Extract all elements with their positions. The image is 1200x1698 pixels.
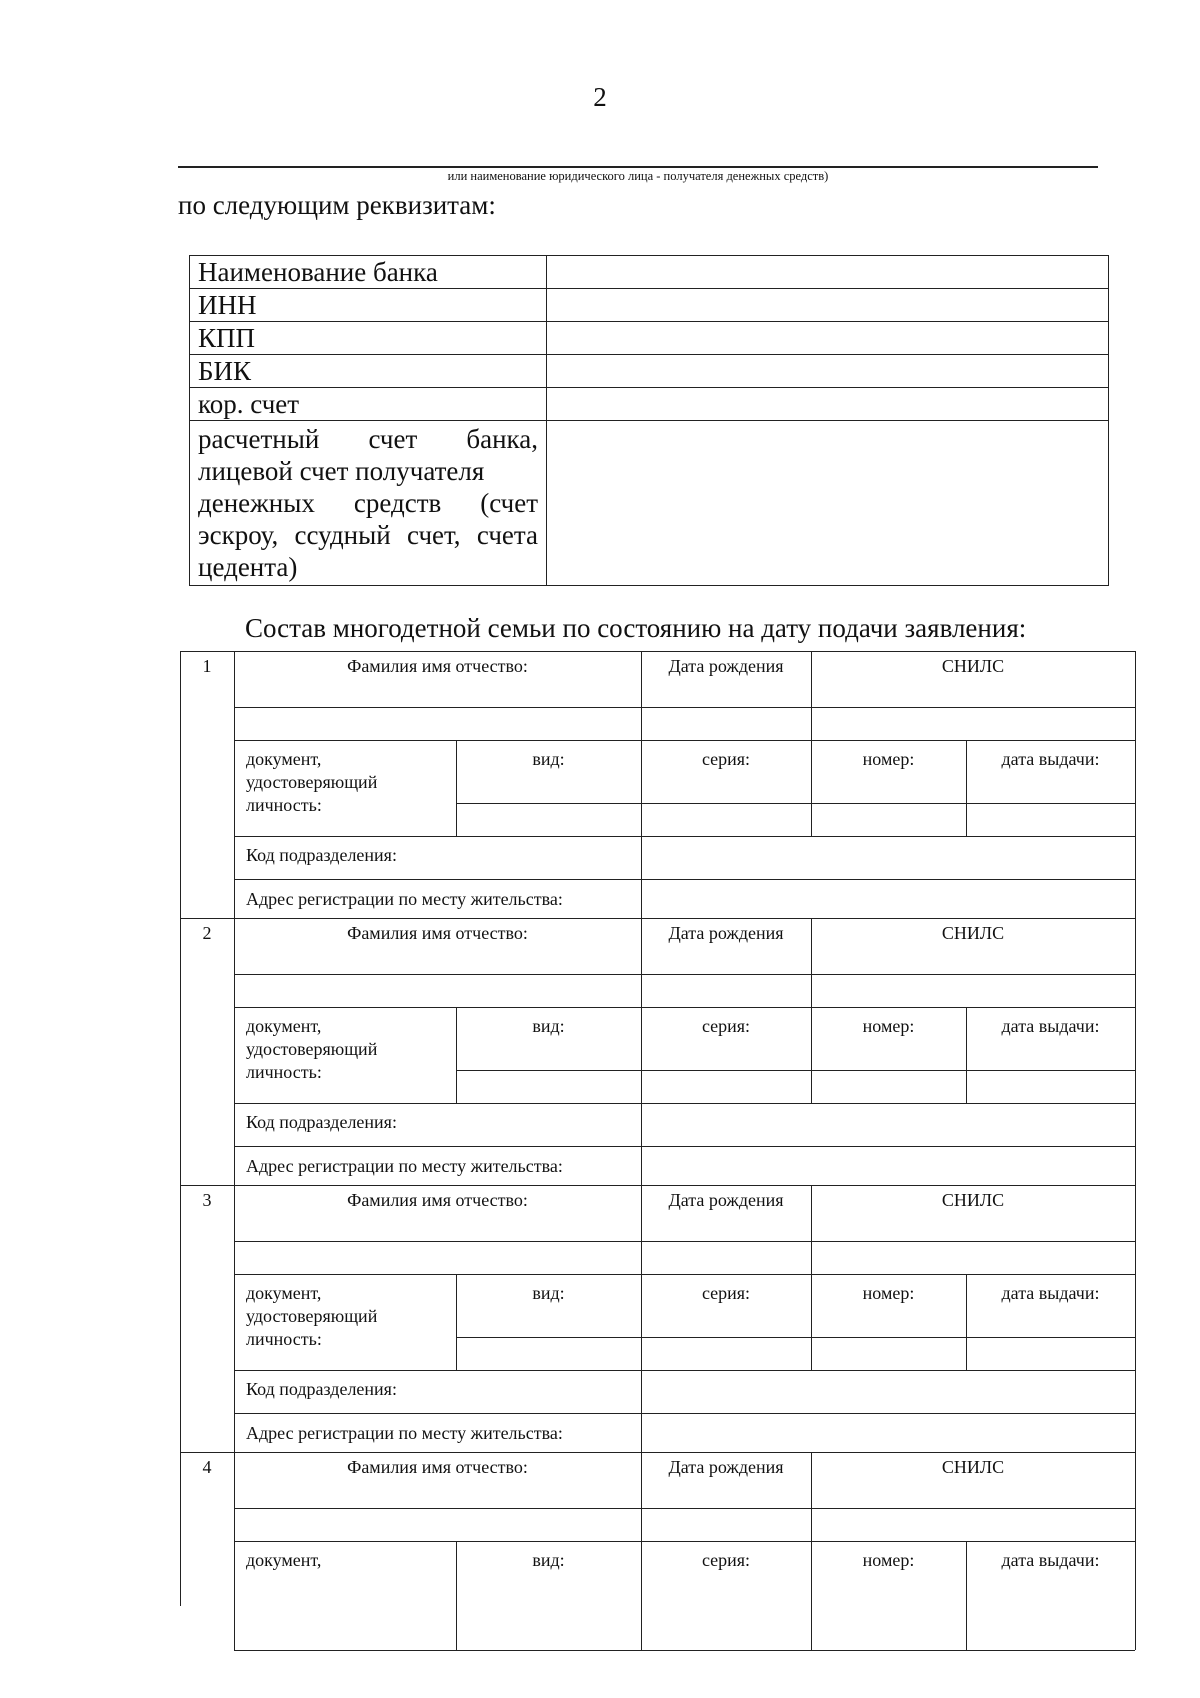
- member-1-right-border: [1135, 651, 1136, 918]
- member-number: 2: [202, 923, 212, 943]
- document-label-line-1: документ,: [246, 1550, 322, 1570]
- document-label-line-3: личность:: [246, 1329, 322, 1349]
- snils-label: СНИЛС: [941, 1457, 1005, 1477]
- member-2-number-divider: [234, 918, 235, 1185]
- issue-date-label: дата выдачи:: [1001, 749, 1100, 769]
- document-value-line: [456, 1070, 1135, 1071]
- bank-label-bik: БИК: [190, 355, 547, 388]
- fio-label: Фамилия имя отчество:: [347, 656, 528, 676]
- document-row-top: [234, 1541, 1135, 1542]
- division-code-label: Код подразделения:: [246, 1112, 397, 1132]
- bank-value-bik[interactable]: [547, 355, 1109, 388]
- member-4-top-border: [180, 1452, 1135, 1453]
- bank-label-kpp: КПП: [190, 322, 547, 355]
- intro-text: по следующим реквизитам:: [178, 190, 496, 220]
- document-label-line-2: удостоверяющий: [246, 1039, 378, 1059]
- address-row-top: [234, 1146, 1135, 1147]
- series-label: серия:: [701, 1016, 751, 1036]
- snils-label: СНИЛС: [941, 656, 1005, 676]
- member-number: 1: [202, 656, 212, 676]
- address-row-top: [234, 879, 1135, 880]
- series-label: серия:: [701, 1283, 751, 1303]
- issue-date-label: дата выдачи:: [1001, 1550, 1100, 1570]
- snils-label: СНИЛС: [941, 1190, 1005, 1210]
- bank-label-settlement-account: [190, 421, 547, 586]
- bank-value-inn[interactable]: [547, 289, 1109, 322]
- bank-label-corr-account: кор. счет: [190, 388, 547, 421]
- member-3-top-border: [180, 1185, 1135, 1186]
- birth-date-label: Дата рождения: [668, 656, 784, 676]
- document-label-line-2: удостоверяющий: [246, 1306, 378, 1326]
- account-line-3: денежных средств (счет: [198, 488, 538, 518]
- doc-type-label: вид:: [532, 1550, 565, 1570]
- document-row-top: [234, 740, 1135, 741]
- division-code-divider: [641, 1370, 642, 1452]
- division-code-divider: [641, 1103, 642, 1185]
- document-label-line-3: личность:: [246, 795, 322, 815]
- division-code-row-top: [234, 836, 1135, 837]
- document-label-line-1: документ,: [246, 1283, 322, 1303]
- bank-value-name[interactable]: [547, 256, 1109, 289]
- birth-date-label: Дата рождения: [668, 1457, 784, 1477]
- bank-row-name: [190, 256, 1109, 289]
- fio-value-line: [234, 1508, 1135, 1509]
- member-4-bottom-border: [234, 1650, 1135, 1651]
- member-3-left-border: [180, 1185, 181, 1452]
- doc-type-label: вид:: [532, 1016, 565, 1036]
- series-label: серия:: [701, 1550, 751, 1570]
- member-4-right-border: [1135, 1452, 1136, 1650]
- member-4-number-divider: [234, 1452, 235, 1650]
- account-line-4: эскроу, ссудный счет, счета: [198, 520, 538, 550]
- recipient-name-line: [178, 166, 1098, 168]
- address-label: Адрес регистрации по месту жительства:: [246, 889, 563, 909]
- bank-row-corr-account: [190, 388, 1109, 421]
- document-label-line-2: удостоверяющий: [246, 772, 378, 792]
- fio-value-line: [234, 1241, 1135, 1242]
- bank-value-kpp[interactable]: [547, 322, 1109, 355]
- snils-label: СНИЛС: [941, 923, 1005, 943]
- account-line-5: цедента): [198, 552, 298, 582]
- member-3-number-divider: [234, 1185, 235, 1452]
- member-1-top-border: [180, 651, 1135, 652]
- number-label: номер:: [862, 749, 915, 769]
- number-label: номер:: [862, 1016, 915, 1036]
- number-label: номер:: [862, 1550, 915, 1570]
- division-code-divider: [641, 836, 642, 918]
- document-value-line: [456, 803, 1135, 804]
- doc-type-label: вид:: [532, 1283, 565, 1303]
- document-label-line-1: документ,: [246, 749, 322, 769]
- fio-label: Фамилия имя отчество:: [347, 1457, 528, 1477]
- bank-row-bik: [190, 355, 1109, 388]
- document-value-line: [456, 1337, 1135, 1338]
- address-row-top: [234, 1413, 1135, 1414]
- member-2-left-border: [180, 918, 181, 1185]
- division-code-row-top: [234, 1103, 1135, 1104]
- page-number: 2: [593, 82, 607, 112]
- bank-value-settlement-account[interactable]: [547, 421, 1109, 586]
- number-label: номер:: [862, 1283, 915, 1303]
- fio-value-line: [234, 974, 1135, 975]
- fio-label: Фамилия имя отчество:: [347, 923, 528, 943]
- fio-label: Фамилия имя отчество:: [347, 1190, 528, 1210]
- birth-date-label: Дата рождения: [668, 923, 784, 943]
- division-code-row-top: [234, 1370, 1135, 1371]
- bank-row-kpp: [190, 322, 1109, 355]
- member-number: 3: [202, 1190, 212, 1210]
- member-number: 4: [202, 1457, 212, 1477]
- account-line-2: лицевой счет получателя: [198, 456, 485, 486]
- member-2-top-border: [180, 918, 1135, 919]
- family-composition-title: Состав многодетной семьи по состоянию на дату подачи заявления:: [245, 613, 1027, 643]
- issue-date-label: дата выдачи:: [1001, 1016, 1100, 1036]
- bank-row-settlement-account: [190, 421, 1109, 586]
- bank-value-corr-account[interactable]: [547, 388, 1109, 421]
- member-3-right-border: [1135, 1185, 1136, 1452]
- document-row-top: [234, 1007, 1135, 1008]
- member-1-number-divider: [234, 651, 235, 918]
- address-label: Адрес регистрации по месту жительства:: [246, 1423, 563, 1443]
- series-label: серия:: [701, 749, 751, 769]
- bank-label-name: Наименование банка: [190, 256, 547, 289]
- document-label-line-3: личность:: [246, 1062, 322, 1082]
- recipient-caption: или наименование юридического лица - получателя денежных средств): [447, 169, 829, 183]
- division-code-label: Код подразделения:: [246, 1379, 397, 1399]
- issue-date-label: дата выдачи:: [1001, 1283, 1100, 1303]
- birth-date-label: Дата рождения: [668, 1190, 784, 1210]
- document-label-line-1: документ,: [246, 1016, 322, 1036]
- bank-row-inn: [190, 289, 1109, 322]
- address-label: Адрес регистрации по месту жительства:: [246, 1156, 563, 1176]
- member-2-right-border: [1135, 918, 1136, 1185]
- document-row-top: [234, 1274, 1135, 1275]
- member-1-left-border: [180, 651, 181, 918]
- doc-type-label: вид:: [532, 749, 565, 769]
- fio-value-line: [234, 707, 1135, 708]
- bank-label-inn: ИНН: [190, 289, 547, 322]
- division-code-label: Код подразделения:: [246, 845, 397, 865]
- bank-details-table: [189, 255, 1109, 586]
- account-line-1: расчетный счет банка,: [198, 424, 538, 454]
